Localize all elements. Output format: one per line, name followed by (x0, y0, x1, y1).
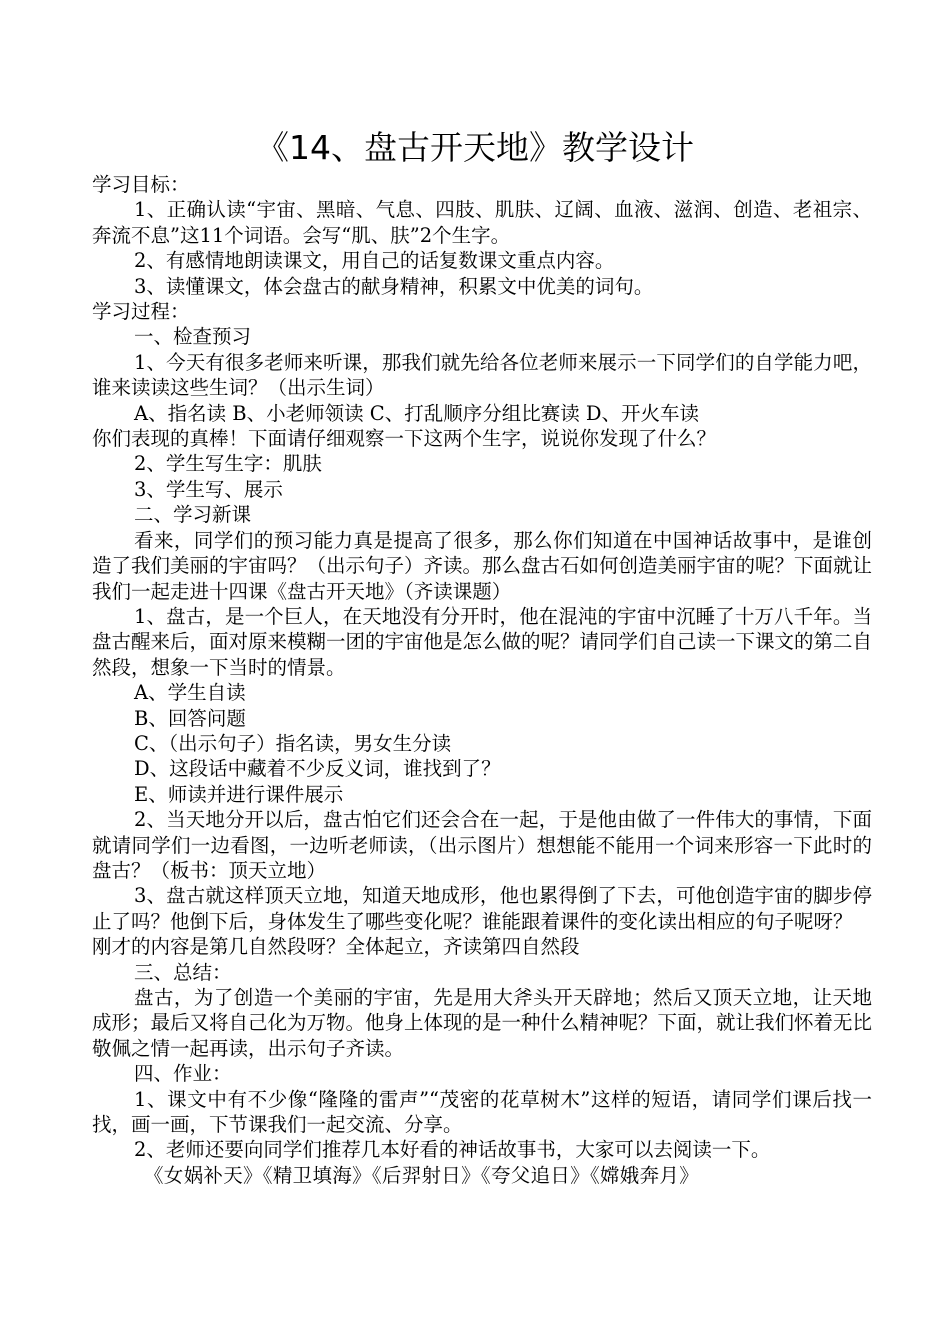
part-2-item-b: B、回答问题 (134, 706, 246, 730)
part-3-heading: 三、总结： (134, 960, 232, 984)
part-1-step-1: 1、今天有很多老师来听课，那我们就先给各位老师来展示一下同学们的自学能力吧，谁来读读这些生词？（出示生词） (92, 350, 872, 400)
part-1-reading-options: A、指名读 B、小老师领读 C、打乱顺序分组比赛读 D、开火车读 (134, 401, 700, 425)
part-2-item-a: A、学生自读 (134, 681, 246, 705)
goal-2: 2、有感情地朗读课文，用自己的话复数课文重点内容。 (134, 249, 615, 273)
part-2-heading: 二、学习新课 (134, 503, 252, 527)
part-2-intro: 看来，同学们的预习能力真是提高了很多，那么你们知道在中国神话故事中，是谁创造了我们美丽的宇宙吗？（出示句子）齐读。那么盘古石如何创造美丽宇宙的呢？下面就让我们一起走进十四课《盘古开天地》（齐读课题） (92, 528, 873, 603)
part-2-step-4: 刚才的内容是第几自然段呀？全体起立，齐读第四自然段 (92, 935, 580, 959)
document-title: 《14、盘古开天地》教学设计 (256, 128, 694, 168)
part-1-praise: 你们表现的真棒！下面请仔细观察一下这两个生字，说说你发现了什么？ (92, 427, 717, 451)
part-2-item-d: D、这段话中藏着不少反义词，谁找到了？ (134, 757, 501, 781)
part-2-step-1: 1、盘古，是一个巨人，在天地没有分开时，他在混沌的宇宙中沉睡了十万八千年。当盘古醒来后，面对原来模糊一团的宇宙他是怎么做的呢？请同学们自己读一下课文的第二自然段，想象一下当时的情景。 (92, 604, 873, 679)
goals-heading: 学习目标： (92, 173, 190, 196)
part-4-homework-2: 2、老师还要向同学们推荐几本好看的神话故事书，大家可以去阅读一下。 (134, 1138, 771, 1162)
goal-3: 3、读懂课文，体会盘古的献身精神，积累文中优美的词句。 (134, 274, 654, 298)
process-heading: 学习过程： (92, 300, 190, 324)
part-3-summary: 盘古，为了创造一个美丽的宇宙，先是用大斧头开天辟地；然后又顶天立地，让天地成形；最后又将自己化为万物。他身上体现的是一种什么精神呢？下面，就让我们怀着无比敬佩之情一起再读，出示句子齐读。 (92, 986, 873, 1060)
part-2-step-2: 2、当天地分开以后，盘古怕它们还会合在一起，于是他由做了一件伟大的事情，下面就请同学们一边看图，一边听老师读，（出示图片）想想能不能用一个词来形容一下此时的盘古？（板书：顶天立地） (92, 808, 872, 882)
part-2-step-3: 3、盘古就这样顶天立地，知道天地成形，他也累得倒了下去，可他创造宇宙的脚步停止了吗？他倒下后，身体发生了哪些变化呢？谁能跟着课件的变化读出相应的句子呢呀？ (92, 884, 872, 933)
part-2-item-e: E、师读并进行课件展示 (134, 782, 344, 806)
document-body (92, 172, 872, 1188)
part-1-step-3: 3、学生写、展示 (134, 477, 283, 501)
recommended-books: 《女娲补天》《精卫填海》《后羿射日》《夸父追日》《嫦娥奔月》 (144, 1163, 700, 1187)
part-1-step-2: 2、学生写生字：肌肤 (134, 452, 322, 476)
part-1-heading: 一、检查预习 (134, 325, 252, 349)
part-4-homework-1: 1、课文中有不少像“隆隆的雷声”“茂密的花草树木”这样的短语，请同学们课后找一找，画一画，下节课我们一起交流、分享。 (92, 1087, 872, 1137)
part-2-item-c: C、（出示句子）指名读，男女生分读 (134, 731, 452, 755)
goal-1: 1、正确认读“宇宙、黑暗、气息、四肢、肌肤、辽阔、血液、滋润、创造、老祖宗、奔流不息”这11个词语。会写“肌、肤”2个生字。 (92, 198, 872, 247)
part-4-heading: 四、作业： (134, 1062, 232, 1086)
